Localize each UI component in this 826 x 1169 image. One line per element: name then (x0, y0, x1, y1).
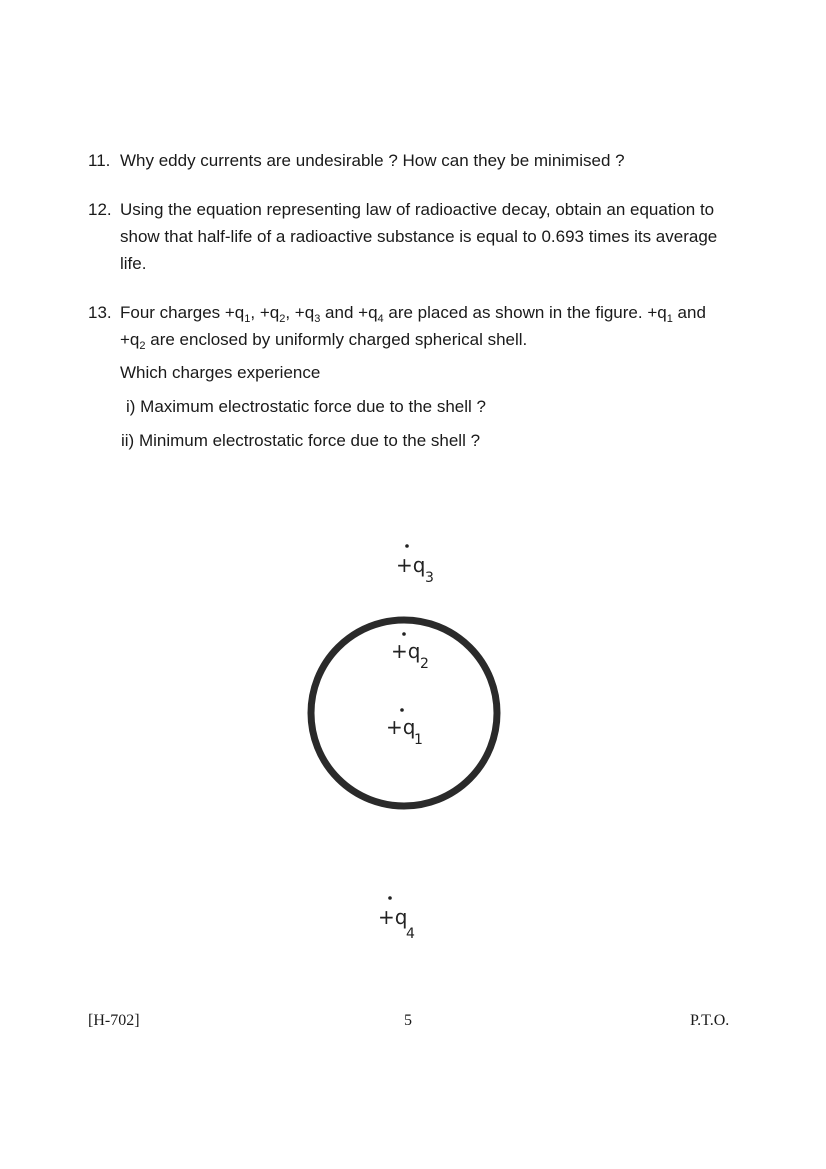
subscript: 1 (666, 313, 673, 325)
question-number: 11. (88, 151, 111, 170)
charge-dot-q4 (388, 896, 392, 900)
sub-question-ii: ii) Minimum electrostatic force due to the shell ? (121, 431, 481, 450)
text-run: and +q (320, 303, 378, 322)
text-run: +q (120, 330, 140, 349)
subscript: 3 (314, 313, 321, 325)
text-run: Four charges +q (120, 303, 245, 322)
charge-label-q1: +q (386, 715, 416, 739)
subscript: 1 (244, 313, 251, 325)
subscript: 4 (377, 313, 384, 325)
text-run: , +q (285, 303, 315, 322)
question-text-line-1: Using the equation representing law of radioactive decay, obtain an equation to (120, 200, 715, 219)
text-run: , +q (250, 303, 280, 322)
page-number: 5 (404, 1012, 412, 1029)
charge-dot-q2 (402, 632, 406, 636)
charge-subscript-q2: 2 (420, 656, 429, 672)
charge-subscript-q1: 1 (414, 732, 423, 748)
charge-dot-q1 (400, 708, 404, 712)
charge-subscript-q3: 3 (425, 570, 434, 586)
charge-label-q4: +q (378, 905, 408, 929)
text-run: are enclosed by uniformly charged spherical shell. (145, 330, 528, 349)
text-run: are placed as shown in the figure. +q (383, 303, 667, 322)
question-prompt: Which charges experience (120, 363, 321, 382)
question-text: Why eddy currents are undesirable ? How can they be minimised ? (120, 151, 625, 170)
please-turn-over: P.T.O. (690, 1012, 730, 1029)
question-text-line-3: life. (120, 254, 147, 273)
subscript: 2 (139, 340, 146, 352)
question-number: 13. (88, 303, 112, 322)
charge-dot-q3 (405, 544, 409, 548)
question-number: 12. (88, 200, 112, 219)
text-run: and (672, 303, 706, 322)
charge-label-q2: +q (391, 639, 421, 663)
charge-subscript-q4: 4 (406, 926, 415, 942)
sub-question-i: i) Maximum electrostatic force due to the shell ? (126, 397, 486, 416)
paper-code: [H-702] (88, 1012, 140, 1029)
charge-label-q3: +q (396, 553, 426, 577)
question-text-line-2: show that half-life of a radioactive substance is equal to 0.693 times its average (120, 227, 718, 246)
subscript: 2 (279, 313, 286, 325)
